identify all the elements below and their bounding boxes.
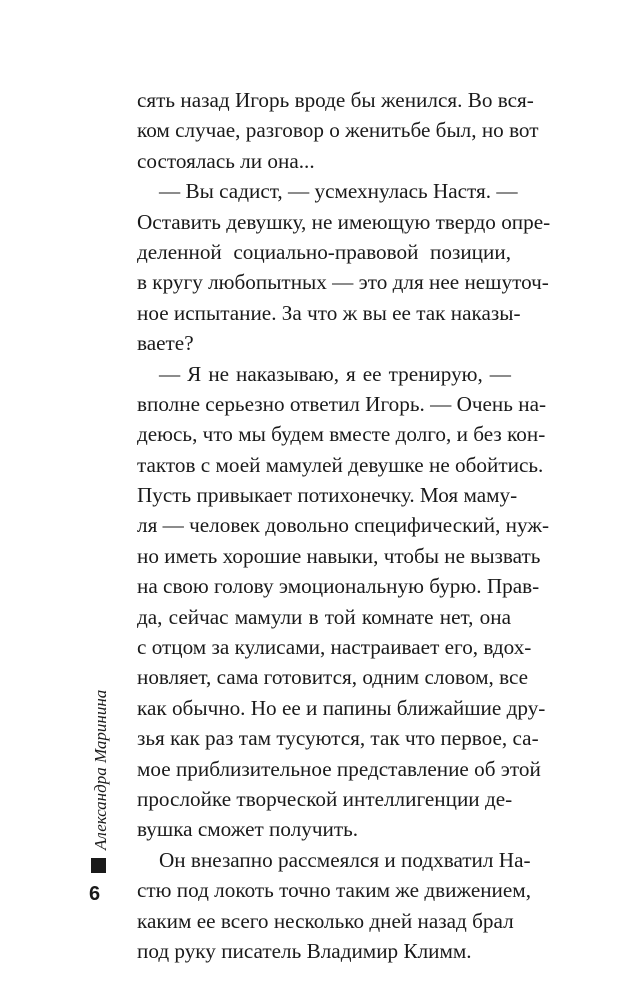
text-line: стю под локоть точно таким же движением, xyxy=(137,878,532,903)
text-line: мое приблизительное представление об этой xyxy=(137,756,541,781)
text-line: новляет, сама готовится, одним словом, все xyxy=(137,665,529,690)
text-line: зья как раз там тусуются, так что первое, са- xyxy=(137,726,539,751)
text-line: состоялась ли она... xyxy=(137,148,315,173)
text-line: ваете? xyxy=(137,331,194,356)
text-line: — Вы садист, — усмехнулась Настя. — xyxy=(159,179,518,204)
running-head-author: Александра Маринина xyxy=(91,689,110,850)
text-line: с отцом за кулисами, настраивает его, вдох- xyxy=(137,635,532,660)
text-line: да, сейчас мамули в той комнате нет, она xyxy=(137,604,511,629)
text-line: каким ее всего несколько дней назад брал xyxy=(137,908,514,933)
running-head-square-icon xyxy=(91,858,106,873)
text-line: в кругу любопытных — это для нее нешуточ- xyxy=(137,270,549,295)
text-line: ком случае, разговор о женитьбе был, но вот xyxy=(137,118,539,143)
text-line: вушка сможет получить. xyxy=(137,817,359,842)
text-line: сять назад Игорь вроде бы женился. Во вся- xyxy=(137,88,534,112)
text-line: на свою голову эмоциональную бурю. Прав- xyxy=(137,574,540,599)
body-text xyxy=(137,85,551,966)
text-line: деюсь, что мы будем вместе долго, и без кон- xyxy=(137,422,546,447)
text-line: Оставить девушку, не имеющую твердо опре- xyxy=(137,209,551,234)
text-line: ля — человек довольно специфический, нуж- xyxy=(137,513,550,538)
text-line: ное испытание. За что ж вы ее так наказы- xyxy=(137,300,521,325)
text-line: Пусть привыкает потихонечку. Моя маму- xyxy=(137,483,518,508)
text-line: вполне серьезно ответил Игорь. — Очень на- xyxy=(137,391,547,416)
text-line: Он внезапно рассмеялся и подхватил На- xyxy=(159,847,531,872)
text-line: под руку писатель Владимир Климм. xyxy=(137,938,472,963)
text-line: — Я не наказываю, я ее тренирую, — xyxy=(159,361,511,386)
text-line: как обычно. Но ее и папины ближайшие дру- xyxy=(137,695,546,720)
text-line: прослойке творческой интеллигенции де- xyxy=(137,786,513,811)
text-line: тактов с моей мамулей девушке не обойтись. xyxy=(137,452,544,477)
page-number: 6 xyxy=(89,883,101,905)
text-line: деленной социально-правовой позиции, xyxy=(137,239,511,264)
text-line: но иметь хорошие навыки, чтобы не вызвать xyxy=(137,543,541,568)
